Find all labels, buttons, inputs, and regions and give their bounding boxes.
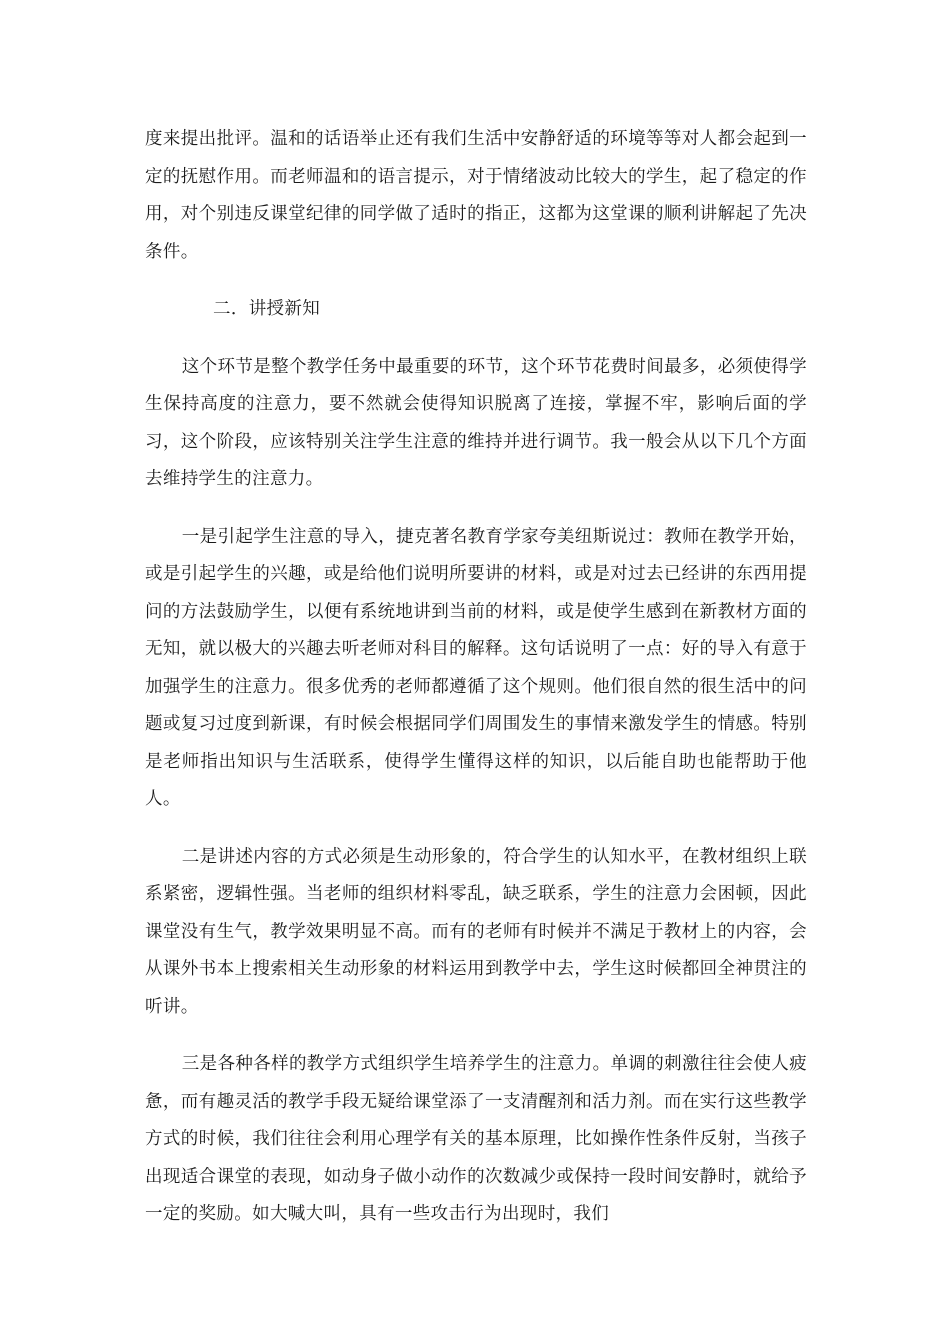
paragraph-continuation: 度来提出批评。温和的话语举止还有我们生活中安静舒适的环境等等对人都会起到一定的抚慰作用。而老师温和的语言提示，对于情绪波动比较大的学生，起了稳定的作用，对个别违反课堂纪律的同学做了适时的指正，这都为这堂课的顺利讲解起了先决条件。	[145, 129, 807, 262]
paragraph-point-one: 一是引起学生注意的导入，捷克著名教育学家夸美纽斯说过：教师在教学开始，或是引起学生的兴趣，或是给他们说明所要讲的材料，或是对过去已经讲的东西用提问的方法鼓励学生，以便有系统地讲到当前的材料，或是使学生感到在新教材方面的无知，就以极大的兴趣去听老师对科目的解释。这句话说明了一点：好的导入有意于加强学生的注意力。很多优秀的老师都遵循了这个规则。他们很自然的很生活中的问题或复习过度到新课，有时候会根据同学们周围发生的事情来激发学生的情感。特别是老师指出知识与生活联系，使得学生懂得这样的知识，以后能自助也能帮助于他人。	[145, 526, 807, 809]
paragraph-point-three: 三是各种各样的教学方式组织学生培养学生的注意力。单调的刺激往往会使人疲惫，而有趣灵活的教学手段无疑给课堂添了一支清醒剂和活力剂。而在实行这些教学方式的时候，我们往往会利用心理学有关的基本原理，比如操作性条件反射，当孩子出现适合课堂的表现，如动身子做小动作的次数减少或保持一段时间安静时，就给予一定的奖励。如大喊大叫，具有一些攻击行为出现时，我们	[145, 1054, 807, 1224]
document-body	[145, 121, 807, 1254]
paragraph-point-two: 二是讲述内容的方式必须是生动形象的，符合学生的认知水平，在教材组织上联系紧密，逻辑性强。当老师的组织材料零乱，缺乏联系，学生的注意力会困顿，因此课堂没有生气，教学效果明显不高。而有的老师有时候并不满足于教材上的内容，会从课外书本上搜索相关生动形象的材料运用到教学中去，学生这时候都回全神贯注的听讲。	[145, 846, 807, 1017]
section-heading: 二．讲授新知	[213, 299, 321, 319]
paragraph-intro: 这个环节是整个教学任务中最重要的环节，这个环节花费时间最多，必须使得学生保持高度的注意力，要不然就会使得知识脱离了连接，掌握不牢，影响后面的学习，这个阶段，应该特别关注学生注意的维持并进行调节。我一般会从以下几个方面去维持学生的注意力。	[145, 356, 807, 489]
